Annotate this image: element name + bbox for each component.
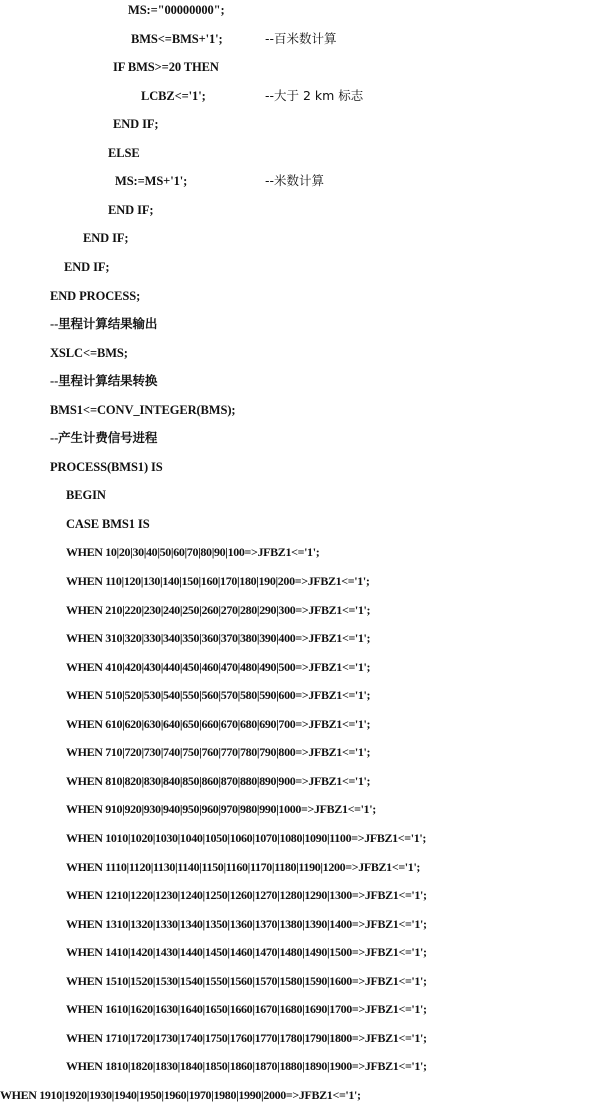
- code-line: ELSE: [108, 146, 140, 160]
- code-line: WHEN 1710|1720|1730|1740|1750|1760|1770|1780|1790|1800=>JFBZ1<='1';: [66, 1031, 427, 1045]
- inline-comment: --大于 2 km 标志: [265, 88, 364, 103]
- code-line: WHEN 1610|1620|1630|1640|1650|1660|1670|1680|1690|1700=>JFBZ1<='1';: [66, 1002, 427, 1016]
- code-line: WHEN 1910|1920|1930|1940|1950|1960|1970|1980|1990|2000=>JFBZ1<='1';: [0, 1088, 361, 1102]
- code-line: END IF;: [64, 260, 110, 274]
- code-line: WHEN 810|820|830|840|850|860|870|880|890|900=>JFBZ1<='1';: [66, 774, 371, 788]
- code-line: WHEN 510|520|530|540|550|560|570|580|590|600=>JFBZ1<='1';: [66, 688, 371, 702]
- code-line: WHEN 1210|1220|1230|1240|1250|1260|1270|1280|1290|1300=>JFBZ1<='1';: [66, 888, 427, 902]
- code-line: WHEN 410|420|430|440|450|460|470|480|490|500=>JFBZ1<='1';: [66, 660, 371, 674]
- comment-line: --产生计费信号进程: [50, 431, 158, 445]
- comment-line: --里程计算结果转换: [50, 374, 158, 388]
- code-line: IF BMS>=20 THEN: [113, 60, 219, 74]
- code-line: BMS<=BMS+'1';: [131, 32, 223, 46]
- code-line: XSLC<=BMS;: [50, 346, 128, 360]
- code-line: BMS1<=CONV_INTEGER(BMS);: [50, 403, 236, 417]
- code-line: END PROCESS;: [50, 289, 141, 303]
- code-line: WHEN 110|120|130|140|150|160|170|180|190|200=>JFBZ1<='1';: [66, 574, 370, 588]
- code-line: WHEN 1810|1820|1830|1840|1850|1860|1870|1880|1890|1900=>JFBZ1<='1';: [66, 1059, 427, 1073]
- code-line: MS:=MS+'1';: [115, 174, 188, 188]
- code-line: WHEN 1510|1520|1530|1540|1550|1560|1570|1580|1590|1600=>JFBZ1<='1';: [66, 974, 427, 988]
- code-line: END IF;: [108, 203, 154, 217]
- code-line: END IF;: [83, 231, 129, 245]
- code-line: MS:="00000000";: [128, 3, 225, 17]
- code-line: WHEN 1410|1420|1430|1440|1450|1460|1470|1480|1490|1500=>JFBZ1<='1';: [66, 945, 427, 959]
- inline-comment: --百米数计算: [265, 31, 337, 46]
- code-line: PROCESS(BMS1) IS: [50, 460, 163, 474]
- code-line: WHEN 210|220|230|240|250|260|270|280|290|300=>JFBZ1<='1';: [66, 603, 371, 617]
- code-line: CASE BMS1 IS: [66, 517, 150, 531]
- code-line: WHEN 10|20|30|40|50|60|70|80|90|100=>JFBZ1<='1';: [66, 545, 320, 559]
- code-line: LCBZ<='1';: [141, 89, 206, 103]
- code-line: WHEN 1010|1020|1030|1040|1050|1060|1070|1080|1090|1100=>JFBZ1<='1';: [66, 831, 427, 845]
- code-line: BEGIN: [66, 488, 106, 502]
- code-line: WHEN 1110|1120|1130|1140|1150|1160|1170|1180|1190|1200=>JFBZ1<='1';: [66, 860, 421, 874]
- code-line: WHEN 610|620|630|640|650|660|670|680|690|700=>JFBZ1<='1';: [66, 717, 371, 731]
- code-line: WHEN 710|720|730|740|750|760|770|780|790|800=>JFBZ1<='1';: [66, 745, 371, 759]
- code-line: END IF;: [113, 117, 159, 131]
- code-line: WHEN 1310|1320|1330|1340|1350|1360|1370|1380|1390|1400=>JFBZ1<='1';: [66, 917, 427, 931]
- inline-comment: --米数计算: [265, 173, 325, 188]
- code-line: WHEN 910|920|930|940|950|960|970|980|990|1000=>JFBZ1<='1';: [66, 802, 376, 816]
- code-line: WHEN 310|320|330|340|350|360|370|380|390|400=>JFBZ1<='1';: [66, 631, 371, 645]
- comment-line: --里程计算结果输出: [50, 317, 158, 331]
